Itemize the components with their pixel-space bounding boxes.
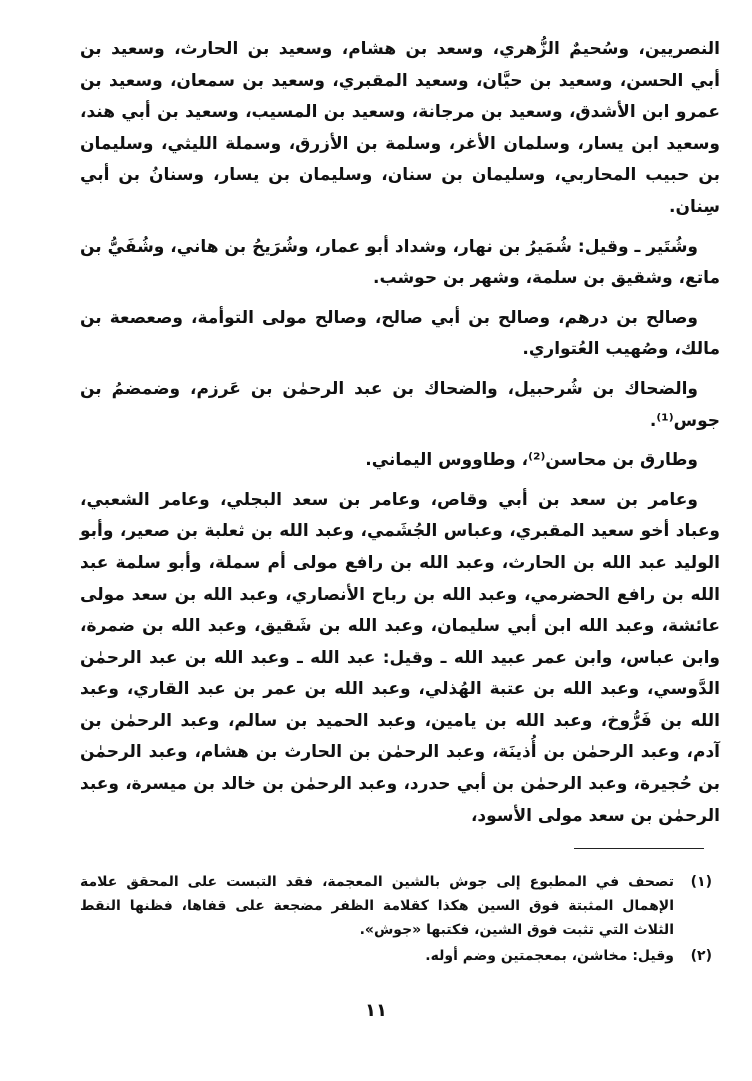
- footnote-2-number: (٢): [690, 948, 712, 964]
- footnote-separator: [574, 848, 704, 849]
- paragraph-6: وعامر بن سعد بن أبي وقاص، وعامر بن سعد البجلي، وعامر الشعبي، وعباد أخو سعيد المقبري، وعباس الجُشَمي، وعبد الله بن ثعلبة بن صعير، وأبو الوليد عبد الله بن الحارث، وعبد الله بن رافع مولى أم سملة، وأبو سلمة عبد الله بن رافع الحضرمي، وعبد الله بن رباح الأنصاري، وعبد الله بن سعد مولى عائشة، وعبد الله ابن أبي سليمان، وعبد الله بن شَقيق، وعبد الله بن ضمرة، وابن عباس، وابن عمر عبيد الله ـ وقيل: عبد الله ـ وعبد الله بن عبد الرحمٰن الدَّوسي، وعبد الله بن عتبة الهُذلي، وعبد الله بن عمر بن عبد القاري، وعبد الله بن فَرُّوخ، وعبد الله بن يامين، وعبد الحميد بن سالم، وعبد الرحمٰن بن آدم، وعبد الرحمٰن بن أُذينَة، وعبد الرحمٰن بن الحارث بن هشام، وعبد الرحمٰن بن حُجيرة، وعبد الرحمٰن بن أبي حدرد، وعبد الرحمٰن بن خالد بن ميسرة، وعبد الرحمٰن بن سعد مولى الأسود،: [80, 489, 720, 826]
- footnote-2-text: وقيل: مخاشن، بمعجمتين وضم أوله.: [425, 948, 674, 964]
- footnote-2: [80, 944, 712, 968]
- paragraph-4: والضحاك بن شُرحبيل، والضحاك بن عبد الرحمٰن بن عَرزم، وضمضمُ بن جوس⁽¹⁾.: [80, 378, 720, 431]
- main-text: [80, 34, 720, 840]
- paragraph-5: وطارق بن محاسن⁽²⁾، وطاووس اليماني.: [365, 450, 698, 471]
- paragraph-1: النصريين، وسُحيمٌ الزُّهري، وسعد بن هشام، وسعيد بن الحارث، وسعيد بن أبي الحسن، وسعيد بن حيَّان، وسعيد المقبري، وسعيد بن سمعان، وسعيد بن عمرو ابن الأشدق، وسعيد بن مرجانة، وسعيد بن المسيب، وسعيد بن أبي هند، وسعيد ابن يسار، وسلمان الأغر، وسلمة بن الأزرق، وسملة الليثي، وسليمان بن حبيب المحاربي، وسليمان بن سنان، وسليمان بن يسار، وسنانُ بن أبي سِنان.: [80, 39, 720, 217]
- footnote-1: [80, 870, 712, 942]
- footnote-1-text: تصحف في المطبوع إلى جوش بالشين المعجمة، فقد التبست على المحقق علامة الإهمال المثبتة فوق السين هكذا كقلامة الظفر مضجعة على قفاها، فظنها النقط الثلاث التي تثبت فوق الشين، فكتبها «جوش».: [80, 874, 674, 938]
- footnotes: [80, 870, 712, 970]
- paragraph-2: وشُتَير ـ وقيل: شُمَيرُ بن نهار، وشداد أبو عمار، وشُرَيحُ بن هاني، وشُفَيُّ بن ماتع، وشقيق بن سلمة، وشهر بن حوشب.: [80, 236, 720, 289]
- paragraph-3: وصالح بن درهم، وصالح بن أبي صالح، وصالح مولى التوأمة، وصعصعة بن مالك، وصُهيب العُتواري.: [80, 307, 720, 360]
- footnote-1-number: (١): [690, 874, 712, 890]
- page-number: ١١: [365, 1000, 387, 1021]
